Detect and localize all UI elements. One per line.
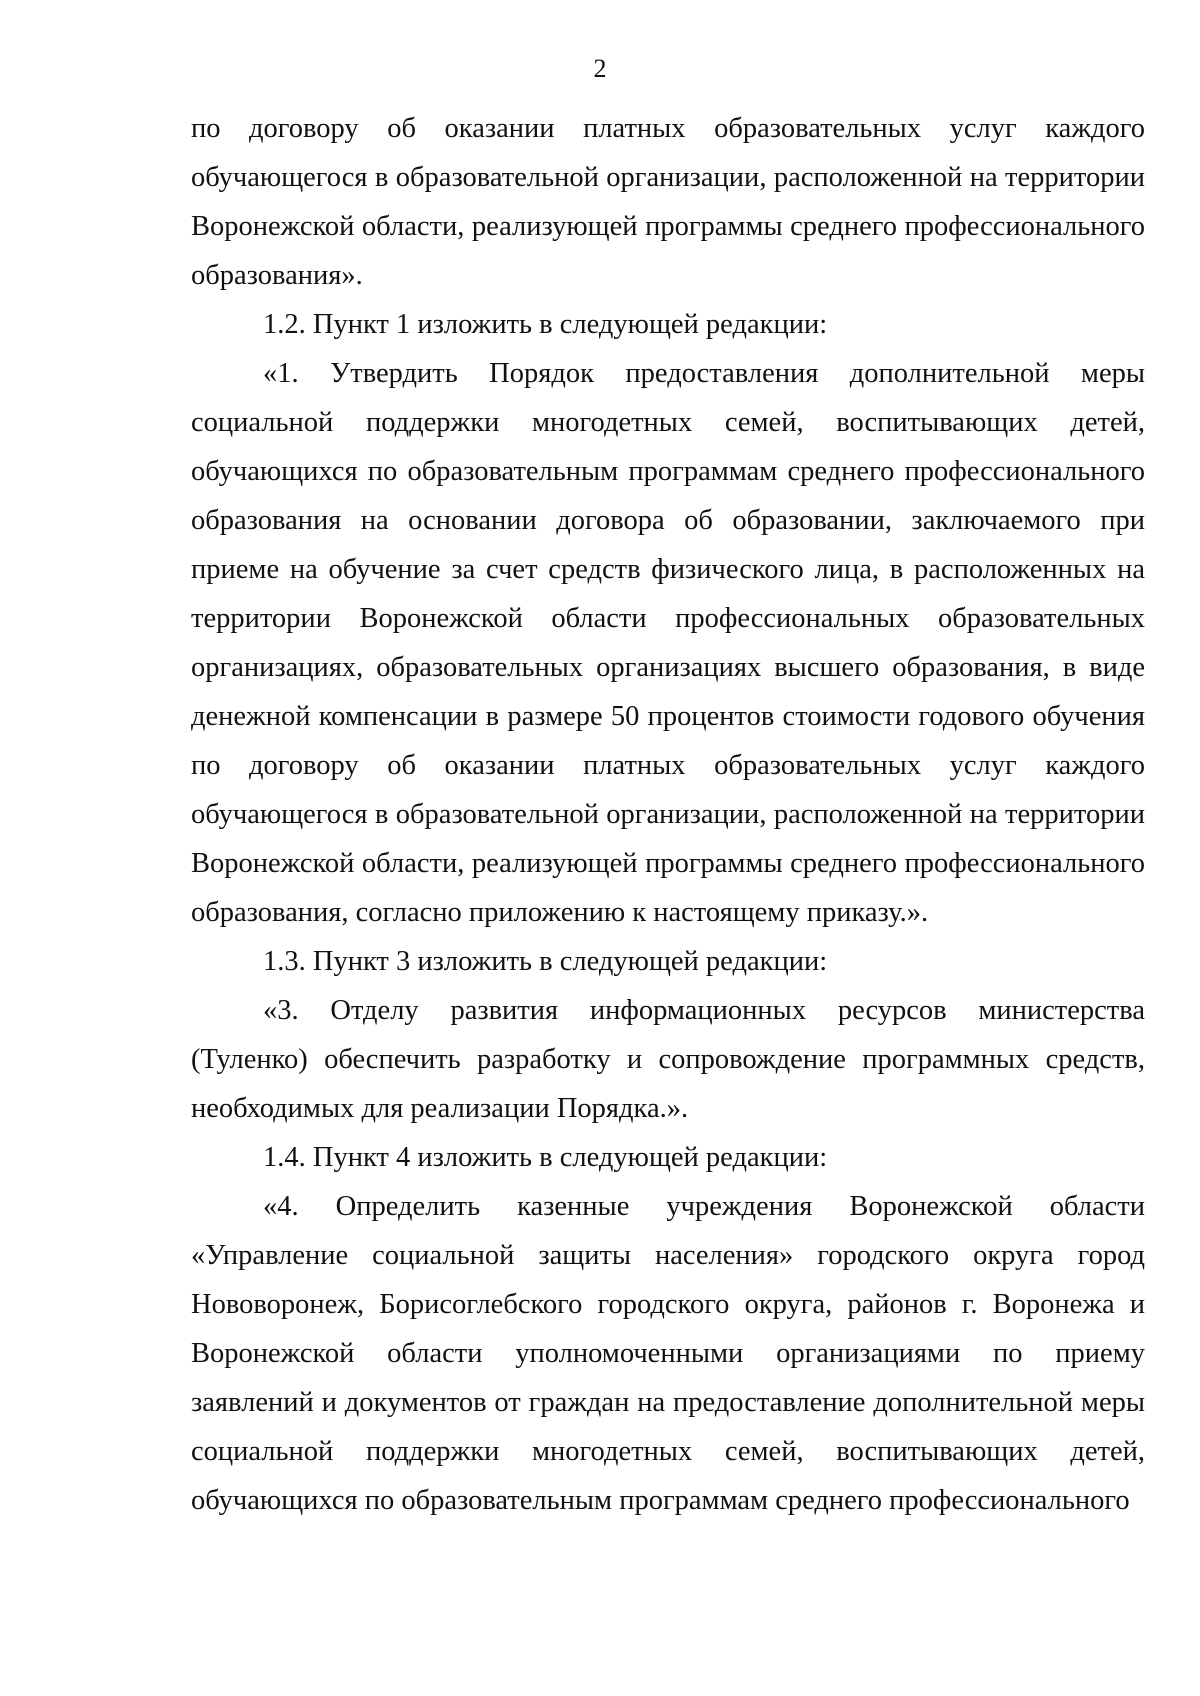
document-body [191, 104, 1145, 1525]
paragraph-continuation: по договору об оказании платных образовательных услуг каждого обучающегося в образовательной организации, расположенной на территории Воронежской области, реализующей программы среднего профессионального образования». [191, 113, 1145, 291]
paragraph-item-1-2: 1.2. Пункт 1 изложить в следующей редакции: [263, 309, 828, 340]
paragraph-item-1-3: 1.3. Пункт 3 изложить в следующей редакции: [263, 946, 828, 977]
paragraph-quote-3: «3. Отделу развития информационных ресурсов министерства (Туленко) обеспечить разработку и сопровождение программных средств, необходимых для реализации Порядка.». [191, 995, 1145, 1124]
paragraph-item-1-4: 1.4. Пункт 4 изложить в следующей редакции: [263, 1142, 828, 1173]
paragraph-quote-1: «1. Утвердить Порядок предоставления дополнительной меры социальной поддержки многодетных семей, воспитывающих детей, обучающихся по образовательным программам среднего профессионального образования на основании договора об образовании, заключаемого при приеме на обучение за счет средств физического лица, в расположенных на территории Воронежской области профессиональных образовательных организациях, образовательных организациях высшего образования, в виде денежной компенсации в размере 50 процентов стоимости годового обучения по договору об оказании платных образовательных услуг каждого обучающегося в образовательной организации, расположенной на территории Воронежской области, реализующей программы среднего профессионального образования, согласно приложению к настоящему приказу.». [191, 358, 1145, 928]
paragraph-quote-4: «4. Определить казенные учреждения Воронежской области «Управление социальной защиты населения» городского округа город Нововоронеж, Борисоглебского городского округа, районов г. Воронежа и Воронежской области уполномоченными организациями по приему заявлений и документов от граждан на предоставление дополнительной меры социальной поддержки многодетных семей, воспитывающих детей, обучающихся по образовательным программам среднего профессионального [191, 1191, 1145, 1516]
page-number: 2 [593, 54, 607, 83]
